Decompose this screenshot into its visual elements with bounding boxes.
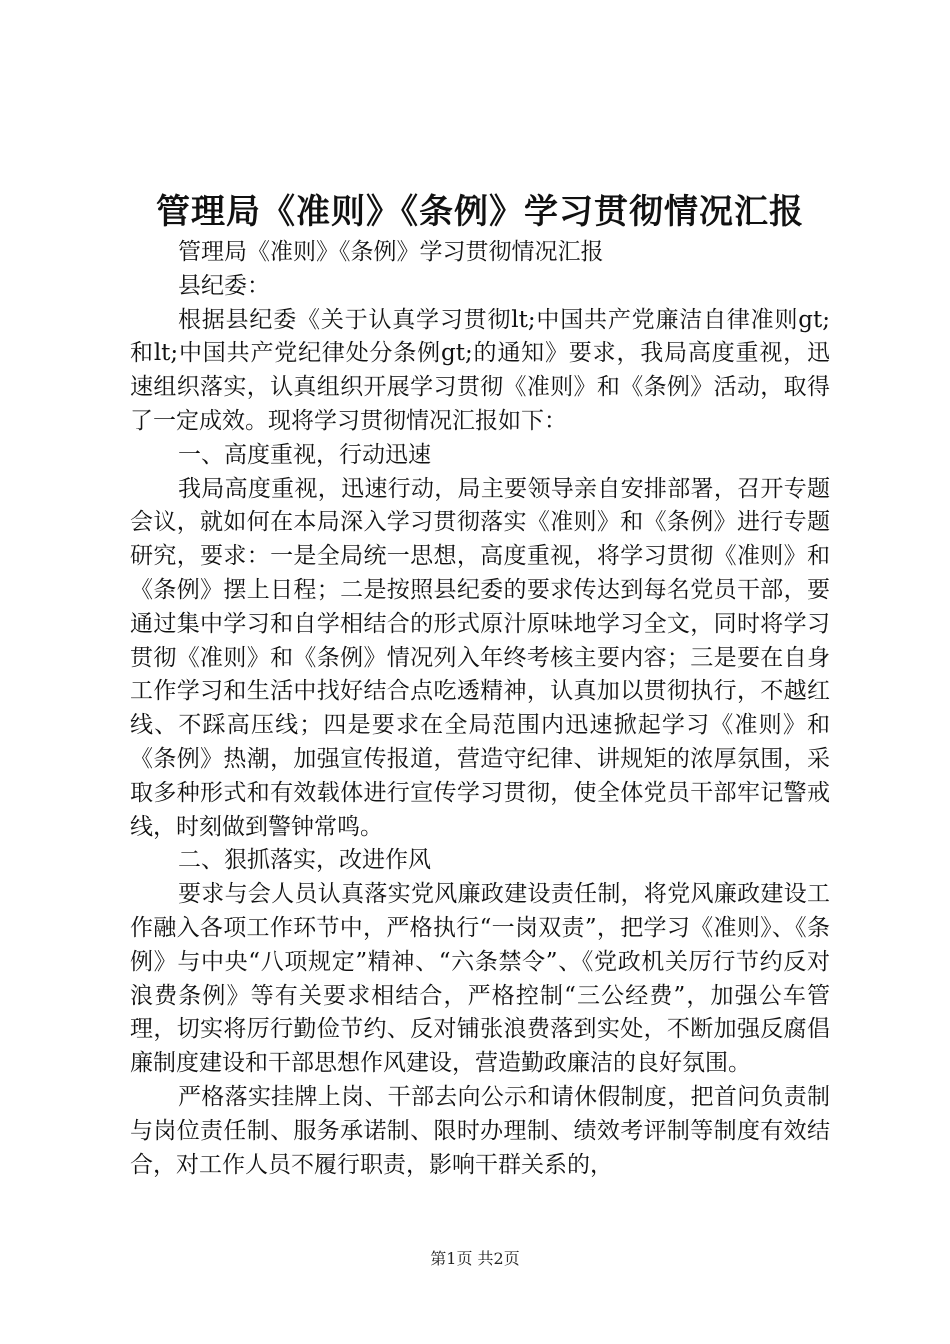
paragraph-section-2-cont: 严格落实挂牌上岗、干部去向公示和请休假制度，把首问负责制与岗位责任制、服务承诺制、限时办理制、绩效考评制等制度有效结合，对工作人员不履行职责，影响干群关系的， — [130, 1083, 830, 1178]
section-heading-2: 二、狠抓落实，改进作风 — [178, 847, 431, 874]
section-heading-1: 一、高度重视，行动迅速 — [178, 441, 431, 468]
paragraph-section-2: 要求与会人员认真落实党风廉政建设责任制，将党风廉政建设工作融入各项工作环节中，严格执行“一岗双责”，把学习《准则》、《条例》与中央“八项规定”精神、“六条禁令”、《党政机关厉行节约反对浪费条例》等有关要求相结合，严格控制“三公经费”，加强公车管理，切实将厉行勤俭节约、反对铺张浪费落到实处，不断加强反腐倡廉制度建设和干部思想作风建设，营造勤政廉洁的良好氛围。 — [130, 881, 830, 1077]
paragraph-subtitle: 管理局《准则》《条例》学习贯彻情况汇报 — [178, 239, 604, 265]
paragraph-section-1: 我局高度重视，迅速行动，局主要领导亲自安排部署，召开专题会议，就如何在本局深入学习贯彻落实《准则》和《条例》进行专题研究，要求：一是全局统一思想，高度重视，将学习贯彻《准则》和《条例》摆上日程；二是按照县纪委的要求传达到每名党员干部，要通过集中学习和自学相结合的形式原汁原味地学习全文，同时将学习贯彻《准则》和《条例》情况列入年终考核主要内容；三是要在自身工作学习和生活中找好结合点吃透精神，认真加以贯彻执行，不越红线、不踩高压线；四是要求在全局范围内迅速掀起学习《准则》和《条例》热潮，加强宣传报道，营造守纪律、讲规矩的浓厚氛围，采取多种形式和有效载体进行宣传学习贯彻，使全体党员干部牢记警戒线，时刻做到警钟常鸣。 — [130, 475, 830, 840]
paragraph-intro: 根据县纪委《关于认真学习贯彻lt;中国共产党廉洁自律准则gt;和lt;中国共产党纪律处分条例gt;的通知》要求，我局高度重视，迅速组织落实，认真组织开展学习贯彻《准则》和《条例》活动，取得了一定成效。现将学习贯彻情况汇报如下： — [130, 306, 830, 434]
document-body — [130, 236, 830, 1182]
paragraph-salutation: 县纪委： — [178, 272, 270, 299]
document-title: 管理局《准则》《条例》学习贯彻情况汇报 — [156, 192, 804, 232]
page-footer: 第1页 共2页 — [430, 1249, 520, 1268]
